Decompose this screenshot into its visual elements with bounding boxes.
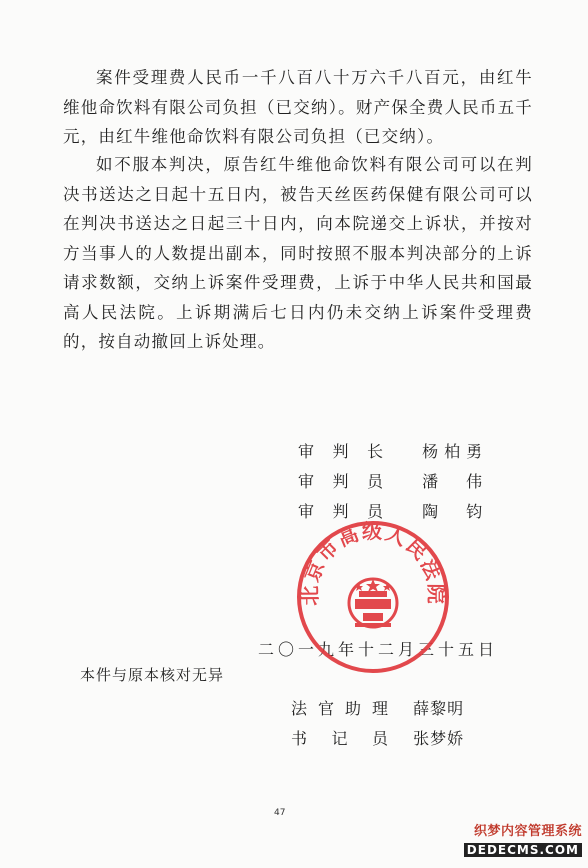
clerk-row bbox=[291, 724, 464, 754]
page-number: 47 bbox=[274, 808, 286, 818]
site-watermark bbox=[464, 820, 582, 858]
clerk-role: 法官助理 bbox=[291, 699, 388, 718]
verification-note: 本件与原本核对无异 bbox=[80, 666, 225, 684]
watermark-domain: DEDECMS.COM bbox=[464, 843, 582, 857]
judge-name: 杨柏勇 bbox=[422, 442, 483, 461]
clerk-signature-block bbox=[291, 694, 464, 754]
clerk-name: 薛黎明 bbox=[413, 699, 465, 718]
clerk-row bbox=[291, 694, 464, 724]
clerk-name: 张梦娇 bbox=[413, 729, 465, 748]
judge-name: 潘伟 bbox=[422, 472, 483, 491]
judge-row bbox=[298, 467, 482, 497]
judge-row bbox=[298, 437, 482, 467]
clerk-role: 书记员 bbox=[291, 729, 388, 748]
judge-role: 审判长 bbox=[298, 442, 383, 461]
judge-name: 陶钧 bbox=[422, 502, 483, 521]
judge-signature-block bbox=[298, 437, 482, 527]
judge-role: 审判员 bbox=[298, 472, 383, 491]
appeal-notice-paragraph: 如不服本判决，原告红牛维他命饮料有限公司可以在判决书送达之日起十五日内，被告天丝医药保健有限公司可以在判决书送达之日起三十日内，向本院递交上诉状，并按对方当事人的人数提出副本，同时按照不服本判决部分的上诉请求数额，交纳上诉案件受理费，上诉于中华人民共和国最高人民法院。上诉期满后七日内仍未交纳上诉案件受理费的，按自动撤回上诉处理。 bbox=[63, 155, 533, 351]
court-seal-icon bbox=[293, 517, 453, 677]
judge-role: 审判员 bbox=[298, 502, 383, 521]
watermark-title: 织梦内容管理系统 bbox=[473, 824, 582, 839]
svg-text:北京市高级人民法院: 北京市高级人民法院 bbox=[297, 519, 449, 606]
judgment-date: 二〇一九年十二月三十五日 bbox=[258, 640, 499, 659]
court-fee-paragraph: 案件受理费人民币一千八百八十万六千八百元，由红牛维他命饮料有限公司负担（已交纳）。财产保全费人民币五千元，由红牛维他命饮料有限公司负担（已交纳）。 bbox=[63, 68, 533, 146]
